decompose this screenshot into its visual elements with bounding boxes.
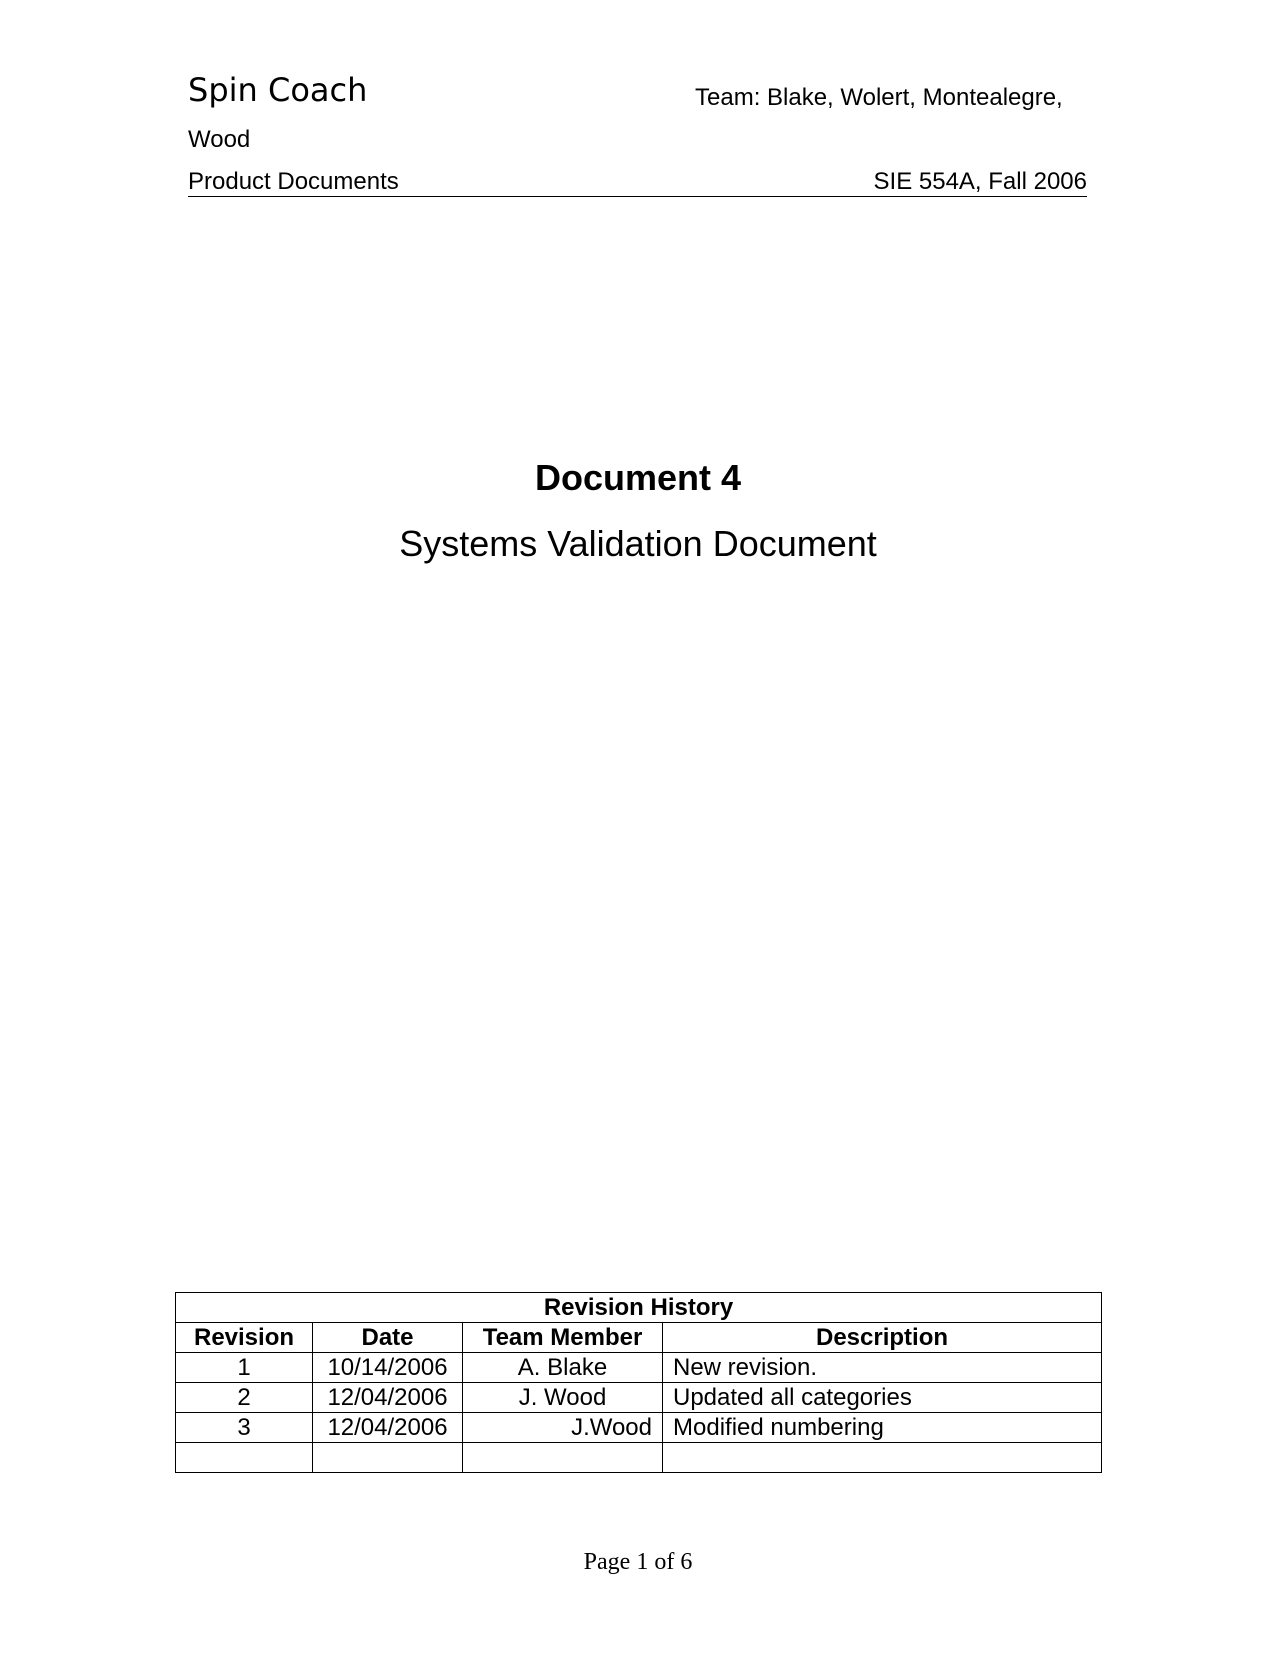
- document-header-section: Product Documents: [188, 168, 399, 195]
- cell-revision: [176, 1443, 313, 1473]
- table-row: [176, 1443, 1102, 1473]
- cell-date: 12/04/2006: [313, 1413, 463, 1443]
- document-header-team: Team: Blake, Wolert, Montealegre,: [695, 84, 1063, 111]
- table-row: [176, 1353, 1102, 1383]
- cell-team-member: J. Wood: [463, 1383, 663, 1413]
- revision-table-header-row: [176, 1323, 1102, 1353]
- cell-revision: 1: [176, 1353, 313, 1383]
- column-header-team-member: Team Member: [463, 1323, 663, 1353]
- cell-date: 10/14/2006: [313, 1353, 463, 1383]
- revision-table-caption-row: [176, 1293, 1102, 1323]
- column-header-date: Date: [313, 1323, 463, 1353]
- table-row: [176, 1383, 1102, 1413]
- cell-date: [313, 1443, 463, 1473]
- document-header-course: SIE 554A, Fall 2006: [873, 168, 1087, 195]
- revision-table-caption: Revision History: [176, 1293, 1102, 1323]
- column-header-description: Description: [663, 1323, 1102, 1353]
- document-header-title: Spin Coach: [188, 71, 368, 109]
- cell-team-member: [463, 1443, 663, 1473]
- revision-history-table: [175, 1292, 1102, 1473]
- table-row: [176, 1413, 1102, 1443]
- cell-description: [663, 1443, 1102, 1473]
- cell-team-member: A. Blake: [463, 1353, 663, 1383]
- page-number-footer: Page 1 of 6: [583, 1549, 693, 1575]
- document-header-rule: [188, 168, 1087, 197]
- cell-revision: 3: [176, 1413, 313, 1443]
- cell-team-member: J.Wood: [463, 1413, 663, 1443]
- document-header-team-continued: Wood: [188, 126, 251, 153]
- cell-revision: 2: [176, 1383, 313, 1413]
- cell-description: New revision.: [663, 1353, 1102, 1383]
- cell-date: 12/04/2006: [313, 1383, 463, 1413]
- document-number-heading: Document 4: [534, 457, 742, 498]
- cell-description: Modified numbering: [663, 1413, 1102, 1443]
- column-header-revision: Revision: [176, 1323, 313, 1353]
- document-subtitle: Systems Validation Document: [399, 523, 877, 564]
- cell-description: Updated all categories: [663, 1383, 1102, 1413]
